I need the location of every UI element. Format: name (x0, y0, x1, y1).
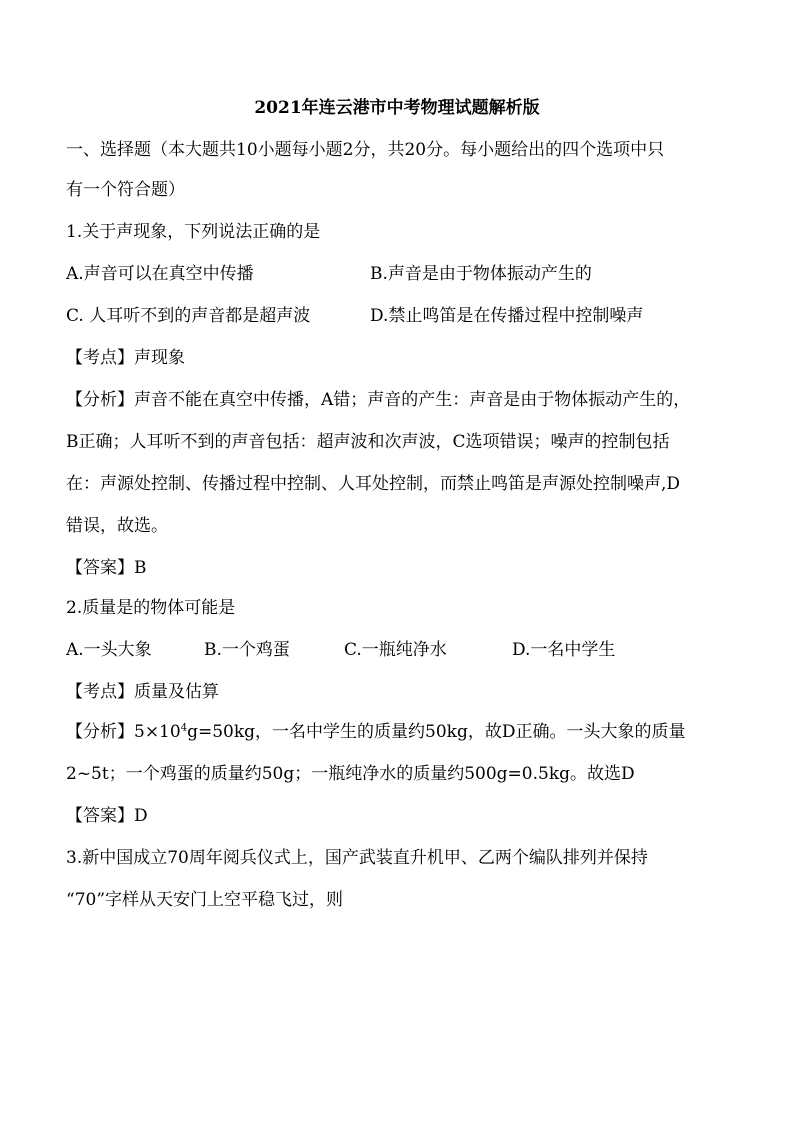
q1-stem: 1.关于声现象，下列说法正确的是 (66, 222, 321, 242)
q2-stem: 2.质量是的物体可能是 (66, 598, 236, 618)
section-heading-line-1: 一、选择题（本大题共10小题每小题2分，共20分。每小题给出的四个选项中只 (66, 140, 665, 160)
q1-analysis-line-3: 在：声源处控制、传播过程中控制、人耳处控制，而禁止鸣笛是声源处控制噪声,D (66, 474, 681, 494)
q1-answer: 【答案】B (66, 558, 147, 578)
q1-option-d: D.禁止鸣笛是在传播过程中控制噪声 (370, 306, 644, 326)
q1-kaodian: 【考点】声现象 (66, 348, 185, 368)
q2-option-a: A.一头大象 (66, 640, 152, 660)
section-heading-line-2: 有一个符合题） (66, 180, 185, 200)
q1-option-b: B.声音是由于物体振动产生的 (370, 264, 592, 284)
q2-answer: 【答案】D (66, 806, 148, 826)
q1-option-a: A.声音可以在真空中传播 (66, 264, 254, 284)
q2-option-b: B.一个鸡蛋 (204, 640, 290, 660)
q1-analysis-line-4: 错误，故选。 (66, 516, 168, 536)
q1-analysis-line-2: B正确；人耳听不到的声音包括：超声波和次声波，C选项错误；噪声的控制包括 (66, 432, 670, 452)
q2-analysis-line-1 (66, 720, 746, 744)
document-title: 2021年连云港市中考物理试题解析版 (254, 98, 540, 118)
q2-option-d: D.一名中学生 (512, 640, 616, 660)
q2-analysis-line-2: 2~5t；一个鸡蛋的质量约50g；一瓶纯净水的质量约500g=0.5kg。故选D (66, 764, 635, 784)
q2-analysis-exponent: 4 (180, 722, 188, 734)
q3-stem-line-1: 3.新中国成立70周年阅兵仪式上，国产武装直升机甲、乙两个编队排列并保持 (66, 848, 648, 868)
q2-analysis-pre: 【分析】5×10 (66, 722, 181, 742)
q2-analysis-post: g=50kg，一名中学生的质量约50kg，故D正确。一头大象的质量 (187, 722, 686, 742)
q1-analysis-line-1: 【分析】声音不能在真空中传播，A错；声音的产生：声音是由于物体振动产生的， (66, 390, 691, 410)
q2-kaodian: 【考点】质量及估算 (66, 682, 219, 702)
q3-stem-line-2: “70”字样从天安门上空平稳飞过，则 (66, 890, 344, 910)
q2-option-c: C.一瓶纯净水 (344, 640, 447, 660)
q1-option-c: C. 人耳听不到的声音都是超声波 (66, 306, 311, 326)
